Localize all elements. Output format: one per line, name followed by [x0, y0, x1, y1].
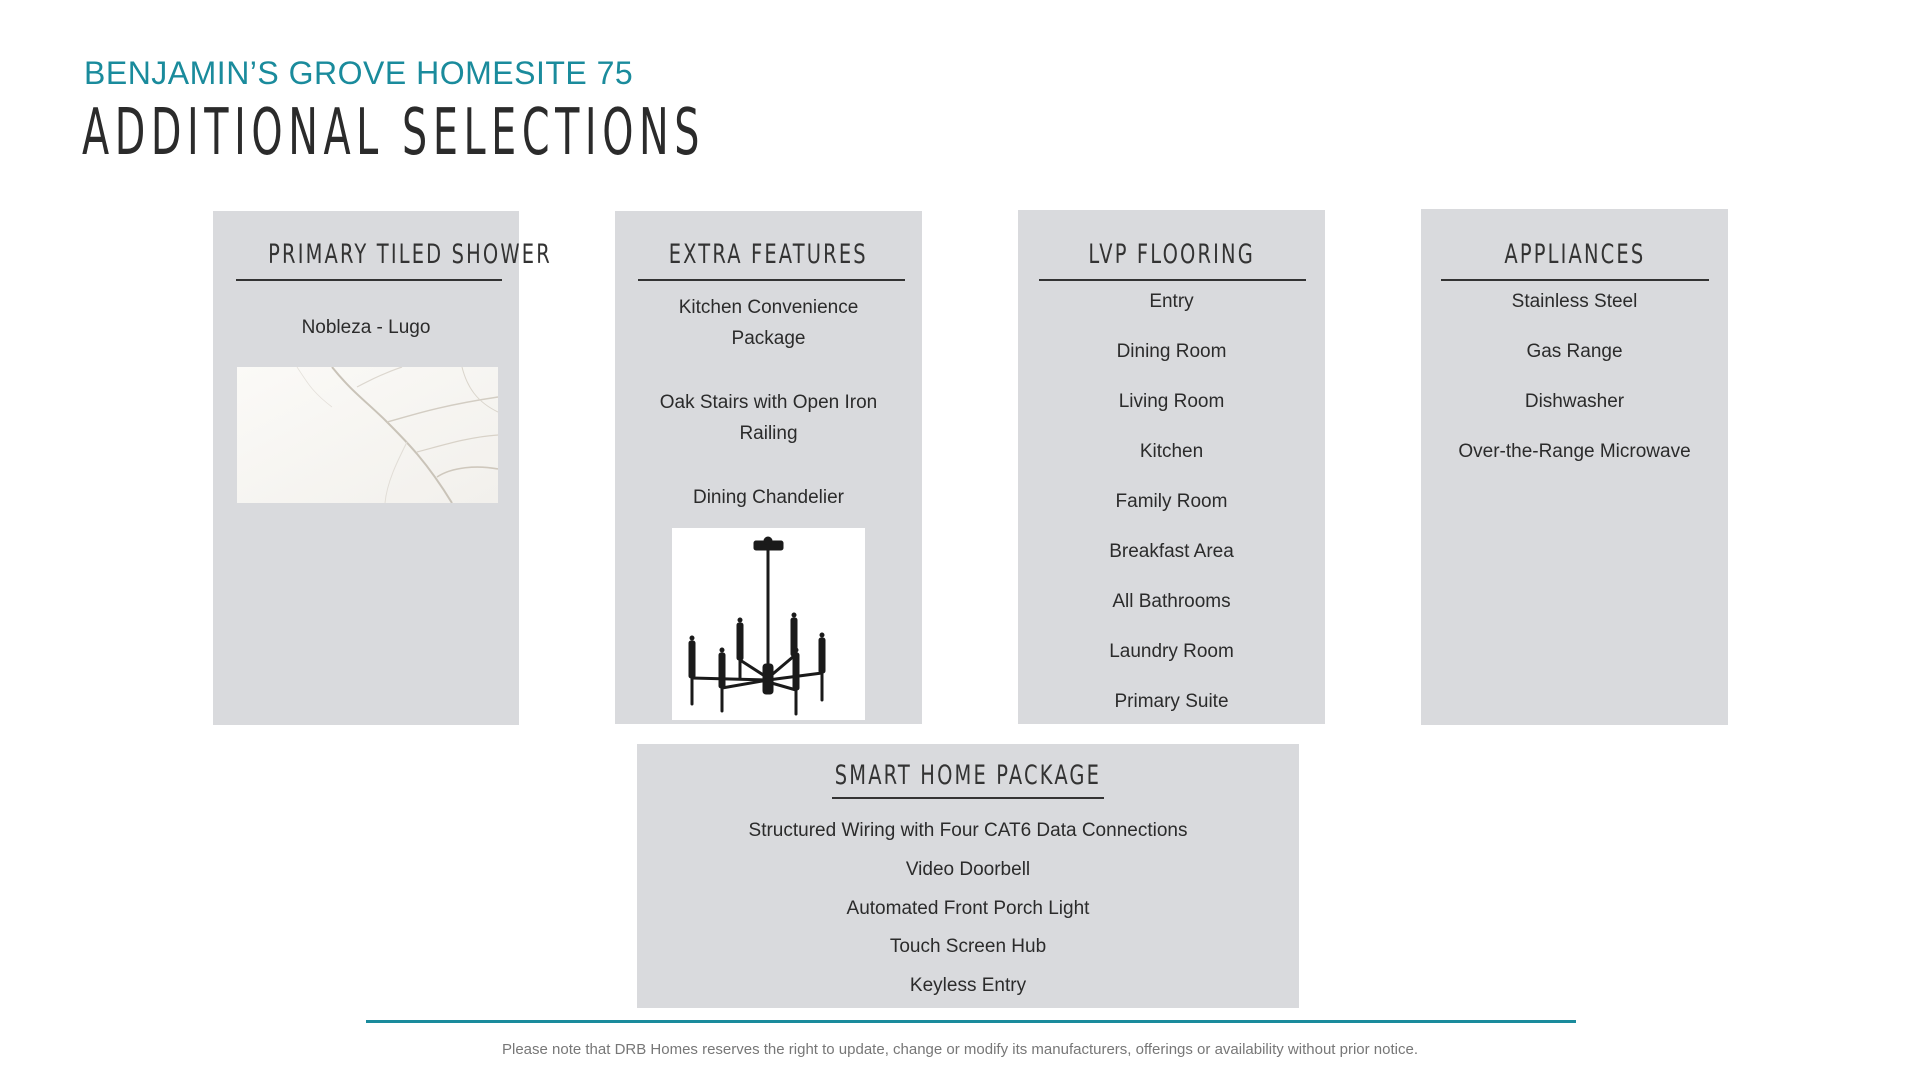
list-item: Over-the-Range Microwave	[1458, 441, 1691, 462]
list-item: Breakfast Area	[1109, 541, 1234, 562]
list-item: Family Room	[1115, 491, 1228, 512]
card-heading: LVP FLOORING	[1088, 239, 1255, 270]
list-item: Automated Front Porch Light	[846, 898, 1090, 919]
list-item: Oak Stairs with Open Iron Railing	[659, 392, 878, 444]
card-lvp-flooring	[1018, 210, 1325, 724]
disclaimer-text: Please note that DRB Homes reserves the right to update, change or modify its manufacturers, offerings or availability without prior notice.	[501, 1041, 1418, 1058]
heading-divider	[1441, 279, 1709, 281]
card-extra-features	[615, 211, 922, 724]
list-item: Laundry Room	[1109, 641, 1234, 662]
list-item: Gas Range	[1526, 341, 1623, 362]
list-item: All Bathrooms	[1112, 591, 1231, 612]
list-item: Touch Screen Hub	[889, 936, 1047, 957]
list-item: Dishwasher	[1524, 391, 1625, 412]
list-item: Entry	[1149, 291, 1194, 312]
card-heading: EXTRA FEATURES	[668, 239, 869, 270]
page-subtitle: BENJAMIN’S GROVE HOMESITE 75	[84, 55, 634, 91]
footer-divider	[366, 1020, 1576, 1023]
chandelier-icon	[672, 528, 865, 720]
list-item: Kitchen Convenience Package	[678, 297, 859, 349]
card-primary-tiled-shower	[213, 211, 552, 725]
card-appliances	[1421, 209, 1728, 725]
list-item: Stainless Steel	[1511, 291, 1638, 312]
heading-divider	[1039, 279, 1306, 281]
list-item: Video Doorbell	[905, 859, 1031, 880]
list-item: Living Room	[1118, 391, 1225, 412]
list-item: Dining Room	[1116, 341, 1227, 362]
list-item: Dining Chandelier	[692, 487, 845, 508]
heading-divider	[638, 279, 905, 281]
list-item: Keyless Entry	[909, 975, 1027, 996]
marble-tile-swatch	[237, 367, 498, 503]
card-heading: PRIMARY TILED SHOWER	[268, 239, 552, 270]
card-smart-home-package	[637, 744, 1299, 1008]
heading-divider	[832, 797, 1104, 799]
list-item: Primary Suite	[1114, 691, 1229, 712]
list-item: Nobleza - Lugo	[301, 317, 431, 338]
heading-divider	[236, 279, 502, 281]
card-heading: SMART HOME PACKAGE	[834, 760, 1102, 791]
list-item: Structured Wiring with Four CAT6 Data Connections	[748, 820, 1188, 841]
card-heading: APPLIANCES	[1504, 239, 1645, 270]
list-item: Kitchen	[1139, 441, 1204, 462]
page-title: ADDITIONAL SELECTIONS	[82, 96, 706, 170]
